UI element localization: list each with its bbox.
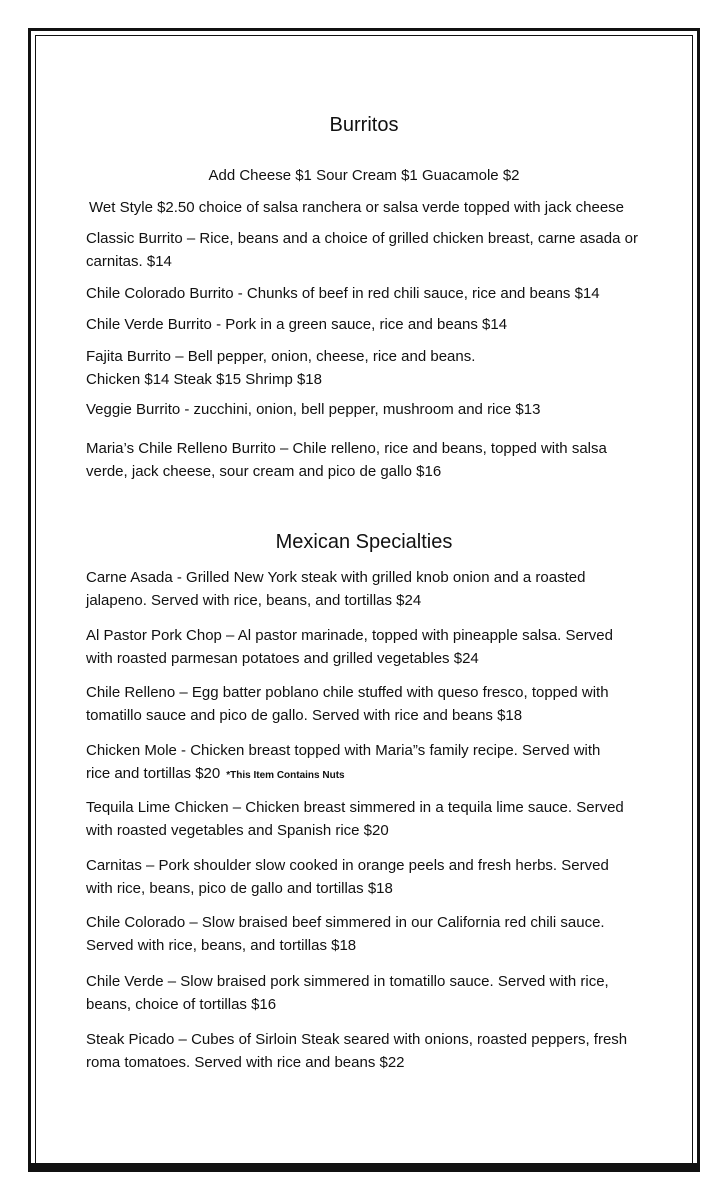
menu-item-line: Carnitas – Pork shoulder slow cooked in orange peels and fresh herbs. Served [86,857,609,874]
menu-item-chile-relleno-burrito [86,438,656,483]
burritos-heading: Burritos [329,114,399,136]
menu-item-line: Carne Asada - Grilled New York steak with grilled knob onion and a roasted [86,569,586,586]
menu-item-line: Tequila Lime Chicken – Chicken breast simmered in a tequila lime sauce. Served [86,799,624,816]
menu-item-line: tomatillo sauce and pico de gallo. Served with rice and beans $18 [86,706,523,724]
menu-item-chile-verde [86,971,656,1016]
burritos-addons: Add Cheese $1 Sour Cream $1 Guacamole $2 [208,167,520,184]
menu-item-line: with rice, beans, pico de gallo and tortillas $18 [86,879,393,897]
menu-item-chile-relleno [86,682,656,727]
menu-item-line: Chile Verde – Slow braised pork simmered in tomatillo sauce. Served with rice, [86,973,609,990]
menu-item-line: Veggie Burrito - zucchini, onion, bell pepper, mushroom and rice $13 [86,401,541,418]
menu-item-veggie-burrito [86,399,656,422]
menu-item-chile-colorado-burrito [86,283,656,306]
specialties-heading: Mexican Specialties [275,531,453,553]
menu-item-line: Served with rice, beans, and tortillas $18 [86,936,357,954]
menu-item-al-pastor-pork-chop [86,625,656,670]
menu-item-line: Chicken Mole - Chicken breast topped with Maria”s family recipe. Served with [86,742,601,759]
menu-item-line: roma tomatoes. Served with rice and beans $22 [86,1053,405,1071]
menu-item-line: verde, jack cheese, sour cream and pico de gallo $16 [86,462,442,480]
menu-item-tequila-lime-chicken [86,797,656,842]
menu-item-line: Fajita Burrito – Bell pepper, onion, cheese, rice and beans. [86,348,476,365]
menu-item-classic-burrito [86,228,656,273]
menu-item-chile-colorado [86,912,656,957]
menu-item-carnitas [86,855,656,900]
menu-item-line: Classic Burrito – Rice, beans and a choice of grilled chicken breast, carne asada or [86,230,638,247]
menu-item-line: Maria’s Chile Relleno Burrito – Chile relleno, rice and beans, topped with salsa [86,440,607,457]
menu-item-chicken-mole [86,740,656,787]
menu-item-text: rice and tortillas $20 [86,764,221,782]
allergen-note: *This Item Contains Nuts [226,769,345,781]
menu-item-line: Chile Colorado – Slow braised beef simmered in our California red chili sauce. [86,914,605,931]
menu-item-fajita-burrito [86,346,656,391]
menu-item-line: Chile Colorado Burrito - Chunks of beef in red chili sauce, rice and beans $14 [86,285,600,302]
menu-item-carne-asada [86,567,656,612]
menu-item-chile-verde-burrito [86,314,656,337]
menu-item-line: jalapeno. Served with rice, beans, and tortillas $24 [86,591,422,609]
burritos-wet-style: Wet Style $2.50 choice of salsa ranchera or salsa verde topped with jack cheese [89,199,625,216]
menu-item-line: Chicken $14 Steak $15 Shrimp $18 [86,370,322,388]
menu-item-line: Al Pastor Pork Chop – Al pastor marinade, topped with pineapple salsa. Served [86,627,613,644]
menu-item-line: with roasted vegetables and Spanish rice $20 [86,821,389,839]
menu-item-line: beans, choice of tortillas $16 [86,995,277,1013]
menu-item-line: with roasted parmesan potatoes and grilled vegetables $24 [86,649,479,667]
menu-item-line: Steak Picado – Cubes of Sirloin Steak seared with onions, roasted peppers, fresh [86,1031,628,1048]
menu-item-line [86,763,656,788]
menu-item-steak-picado [86,1029,656,1074]
menu-item-line: Chile Verde Burrito - Pork in a green sauce, rice and beans $14 [86,316,508,333]
menu-bottom-rule [28,1163,700,1169]
menu-item-line: Chile Relleno – Egg batter poblano chile stuffed with queso fresco, topped with [86,684,609,701]
menu-item-line: carnitas. $14 [86,252,172,270]
